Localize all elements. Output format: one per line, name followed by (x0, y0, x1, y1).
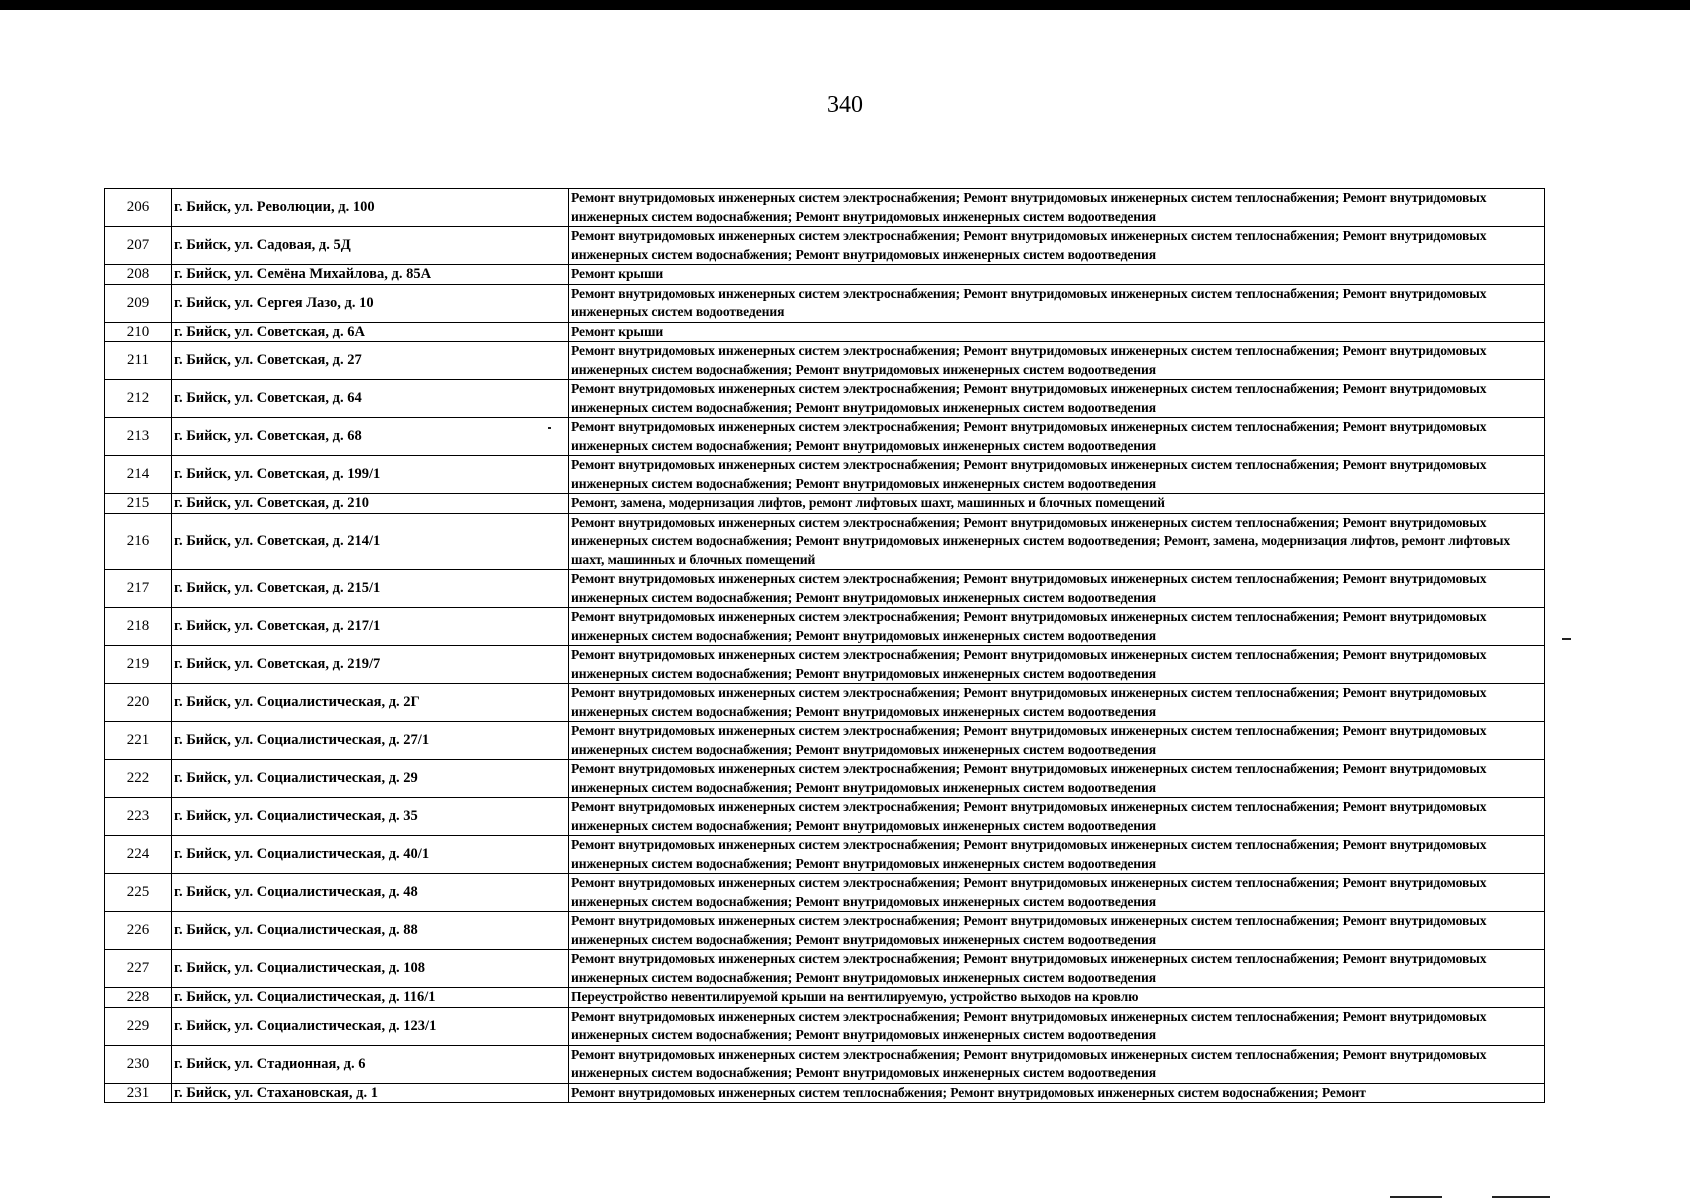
works-cell: Ремонт внутридомовых инженерных систем электроснабжения; Ремонт внутридомовых инженерных систем теплоснабжения; Ремонт внутридомовых инженерных систем водоснабжения; Ремонт внутридомовых инженерных систем водоотведения (569, 1007, 1545, 1045)
works-cell: Ремонт внутридомовых инженерных систем электроснабжения; Ремонт внутридомовых инженерных систем теплоснабжения; Ремонт внутридомовых инженерных систем водоснабжения; Ремонт внутридомовых инженерных систем водоотведения (569, 646, 1545, 684)
works-cell: Ремонт внутридомовых инженерных систем электроснабжения; Ремонт внутридомовых инженерных систем теплоснабжения; Ремонт внутридомовых инженерных систем водоснабжения; Ремонт внутридомовых инженерных систем водоотведения (569, 950, 1545, 988)
address-cell: г. Бийск, ул. Социалистическая, д. 35 (172, 798, 569, 836)
works-cell: Ремонт внутридомовых инженерных систем электроснабжения; Ремонт внутридомовых инженерных систем теплоснабжения; Ремонт внутридомовых инженерных систем водоснабжения; Ремонт внутридомовых инженерных систем водоотведения (569, 684, 1545, 722)
address-cell: г. Бийск, ул. Советская, д. 214/1 (172, 513, 569, 570)
works-cell: Ремонт внутридомовых инженерных систем электроснабжения; Ремонт внутридомовых инженерных систем теплоснабжения; Ремонт внутридомовых инженерных систем водоснабжения; Ремонт внутридомовых инженерных систем водоотведения (569, 836, 1545, 874)
row-number-cell: 218 (105, 608, 172, 646)
address-cell: г. Бийск, ул. Советская, д. 217/1 (172, 608, 569, 646)
table-row (105, 798, 1545, 836)
row-number-cell: 227 (105, 950, 172, 988)
address-cell: г. Бийск, ул. Советская, д. 210 (172, 494, 569, 514)
works-cell: Ремонт внутридомовых инженерных систем электроснабжения; Ремонт внутридомовых инженерных систем теплоснабжения; Ремонт внутридомовых инженерных систем водоснабжения; Ремонт внутридомовых инженерных систем водоотведения (569, 456, 1545, 494)
table-row (105, 284, 1545, 322)
address-cell: г. Бийск, ул. Социалистическая, д. 88 (172, 912, 569, 950)
row-number-cell: 226 (105, 912, 172, 950)
row-number-cell: 214 (105, 456, 172, 494)
row-number-cell: 208 (105, 265, 172, 285)
address-cell: г. Бийск, ул. Советская, д. 68 (172, 418, 569, 456)
table-row (105, 189, 1545, 227)
table-row (105, 836, 1545, 874)
row-number-cell: 209 (105, 284, 172, 322)
table-row (105, 342, 1545, 380)
scan-mark (1492, 1196, 1550, 1198)
table-row (105, 1007, 1545, 1045)
table-row (105, 722, 1545, 760)
works-cell: Ремонт крыши (569, 265, 1545, 285)
works-cell: Ремонт внутридомовых инженерных систем электроснабжения; Ремонт внутридомовых инженерных систем теплоснабжения; Ремонт внутридомовых инженерных систем водоснабжения; Ремонт внутридомовых инженерных систем водоотведения (569, 912, 1545, 950)
works-cell: Ремонт внутридомовых инженерных систем теплоснабжения; Ремонт внутридомовых инженерных систем водоснабжения; Ремонт (569, 1083, 1545, 1103)
table-row (105, 570, 1545, 608)
row-number-cell: 211 (105, 342, 172, 380)
works-cell: Ремонт внутридомовых инженерных систем электроснабжения; Ремонт внутридомовых инженерных систем теплоснабжения; Ремонт внутридомовых инженерных систем водоснабжения; Ремонт внутридомовых инженерных систем водоотведения (569, 380, 1545, 418)
repair-schedule-table (104, 188, 1545, 1103)
row-number-cell: 213 (105, 418, 172, 456)
address-cell: г. Бийск, ул. Социалистическая, д. 123/1 (172, 1007, 569, 1045)
scan-top-border (0, 0, 1690, 10)
row-number-cell: 210 (105, 322, 172, 342)
address-cell: г. Бийск, ул. Советская, д. 215/1 (172, 570, 569, 608)
address-cell: г. Бийск, ул. Социалистическая, д. 2Г (172, 684, 569, 722)
works-cell: Переустройство невентилируемой крыши на вентилируемую, устройство выходов на кровлю (569, 988, 1545, 1008)
scan-mark (1390, 1196, 1442, 1198)
row-number-cell: 229 (105, 1007, 172, 1045)
works-cell: Ремонт крыши (569, 322, 1545, 342)
row-number-cell: 228 (105, 988, 172, 1008)
table-row (105, 418, 1545, 456)
row-number-cell: 224 (105, 836, 172, 874)
works-cell: Ремонт внутридомовых инженерных систем электроснабжения; Ремонт внутридомовых инженерных систем теплоснабжения; Ремонт внутридомовых инженерных систем водоснабжения; Ремонт внутридомовых инженерных систем водоотведения (569, 798, 1545, 836)
row-number-cell: 219 (105, 646, 172, 684)
address-cell: г. Бийск, ул. Сергея Лазо, д. 10 (172, 284, 569, 322)
table-row (105, 265, 1545, 285)
works-cell: Ремонт внутридомовых инженерных систем электроснабжения; Ремонт внутридомовых инженерных систем теплоснабжения; Ремонт внутридомовых инженерных систем водоснабжения; Ремонт внутридомовых инженерных систем водоотведения (569, 608, 1545, 646)
works-cell: Ремонт внутридомовых инженерных систем электроснабжения; Ремонт внутридомовых инженерных систем теплоснабжения; Ремонт внутридомовых инженерных систем водоснабжения; Ремонт внутридомовых инженерных систем водоотведения (569, 760, 1545, 798)
address-cell: г. Бийск, ул. Советская, д. 27 (172, 342, 569, 380)
works-cell: Ремонт внутридомовых инженерных систем электроснабжения; Ремонт внутридомовых инженерных систем теплоснабжения; Ремонт внутридомовых инженерных систем водоснабжения; Ремонт внутридомовых инженерных систем водоотведения (569, 189, 1545, 227)
row-number-cell: 207 (105, 227, 172, 265)
table-row (105, 1083, 1545, 1103)
table-row (105, 322, 1545, 342)
works-cell: Ремонт внутридомовых инженерных систем электроснабжения; Ремонт внутридомовых инженерных систем теплоснабжения; Ремонт внутридомовых инженерных систем водоснабжения; Ремонт внутридомовых инженерных систем водоотведения (569, 227, 1545, 265)
table-row (105, 456, 1545, 494)
row-number-cell: 231 (105, 1083, 172, 1103)
works-cell: Ремонт внутридомовых инженерных систем электроснабжения; Ремонт внутридомовых инженерных систем теплоснабжения; Ремонт внутридомовых инженерных систем водоснабжения; Ремонт внутридомовых инженерных систем водоотведения (569, 722, 1545, 760)
address-cell: г. Бийск, ул. Семёна Михайлова, д. 85А (172, 265, 569, 285)
works-cell: Ремонт внутридомовых инженерных систем электроснабжения; Ремонт внутридомовых инженерных систем теплоснабжения; Ремонт внутридомовых инженерных систем водоотведения (569, 284, 1545, 322)
address-cell: г. Бийск, ул. Социалистическая, д. 108 (172, 950, 569, 988)
address-cell: г. Бийск, ул. Социалистическая, д. 29 (172, 760, 569, 798)
table-row (105, 988, 1545, 1008)
scan-mark (1562, 638, 1571, 640)
works-cell: Ремонт внутридомовых инженерных систем электроснабжения; Ремонт внутридомовых инженерных систем теплоснабжения; Ремонт внутридомовых инженерных систем водоснабжения; Ремонт внутридомовых инженерных систем водоотведения (569, 1045, 1545, 1083)
works-cell: Ремонт внутридомовых инженерных систем электроснабжения; Ремонт внутридомовых инженерных систем теплоснабжения; Ремонт внутридомовых инженерных систем водоснабжения; Ремонт внутридомовых инженерных систем водоотведения (569, 570, 1545, 608)
works-cell: Ремонт внутридомовых инженерных систем электроснабжения; Ремонт внутридомовых инженерных систем теплоснабжения; Ремонт внутридомовых инженерных систем водоснабжения; Ремонт внутридомовых инженерных систем водоотведения; Ремонт, замена, модернизация лифтов, ремонт лифтовых шахт, машинных и блочных помещений (569, 513, 1545, 570)
table-row (105, 874, 1545, 912)
works-cell: Ремонт внутридомовых инженерных систем электроснабжения; Ремонт внутридомовых инженерных систем теплоснабжения; Ремонт внутридомовых инженерных систем водоснабжения; Ремонт внутридомовых инженерных систем водоотведения (569, 342, 1545, 380)
row-number-cell: 215 (105, 494, 172, 514)
table-row (105, 513, 1545, 570)
table-row (105, 380, 1545, 418)
row-number-cell: 230 (105, 1045, 172, 1083)
address-cell: г. Бийск, ул. Советская, д. 219/7 (172, 646, 569, 684)
row-number-cell: 212 (105, 380, 172, 418)
address-cell: г. Бийск, ул. Социалистическая, д. 116/1 (172, 988, 569, 1008)
scan-mark (548, 427, 551, 429)
works-cell: Ремонт, замена, модернизация лифтов, ремонт лифтовых шахт, машинных и блочных помещений (569, 494, 1545, 514)
address-cell: г. Бийск, ул. Советская, д. 6А (172, 322, 569, 342)
row-number-cell: 206 (105, 189, 172, 227)
address-cell: г. Бийск, ул. Садовая, д. 5Д (172, 227, 569, 265)
table-row (105, 760, 1545, 798)
row-number-cell: 220 (105, 684, 172, 722)
table-row (105, 494, 1545, 514)
table-row (105, 227, 1545, 265)
address-cell: г. Бийск, ул. Социалистическая, д. 48 (172, 874, 569, 912)
table-row (105, 684, 1545, 722)
row-number-cell: 216 (105, 513, 172, 570)
address-cell: г. Бийск, ул. Советская, д. 199/1 (172, 456, 569, 494)
table-row (105, 1045, 1545, 1083)
table-row (105, 912, 1545, 950)
address-cell: г. Бийск, ул. Революции, д. 100 (172, 189, 569, 227)
address-cell: г. Бийск, ул. Социалистическая, д. 40/1 (172, 836, 569, 874)
table-body (105, 189, 1545, 1103)
address-cell: г. Бийск, ул. Социалистическая, д. 27/1 (172, 722, 569, 760)
works-cell: Ремонт внутридомовых инженерных систем электроснабжения; Ремонт внутридомовых инженерных систем теплоснабжения; Ремонт внутридомовых инженерных систем водоснабжения; Ремонт внутридомовых инженерных систем водоотведения (569, 874, 1545, 912)
row-number-cell: 223 (105, 798, 172, 836)
address-cell: г. Бийск, ул. Стадионная, д. 6 (172, 1045, 569, 1083)
table-row (105, 646, 1545, 684)
address-cell: г. Бийск, ул. Стахановская, д. 1 (172, 1083, 569, 1103)
row-number-cell: 221 (105, 722, 172, 760)
row-number-cell: 217 (105, 570, 172, 608)
table-row (105, 950, 1545, 988)
works-cell: Ремонт внутридомовых инженерных систем электроснабжения; Ремонт внутридомовых инженерных систем теплоснабжения; Ремонт внутридомовых инженерных систем водоснабжения; Ремонт внутридомовых инженерных систем водоотведения (569, 418, 1545, 456)
page-number: 340 (827, 92, 863, 118)
row-number-cell: 225 (105, 874, 172, 912)
address-cell: г. Бийск, ул. Советская, д. 64 (172, 380, 569, 418)
table-row (105, 608, 1545, 646)
row-number-cell: 222 (105, 760, 172, 798)
